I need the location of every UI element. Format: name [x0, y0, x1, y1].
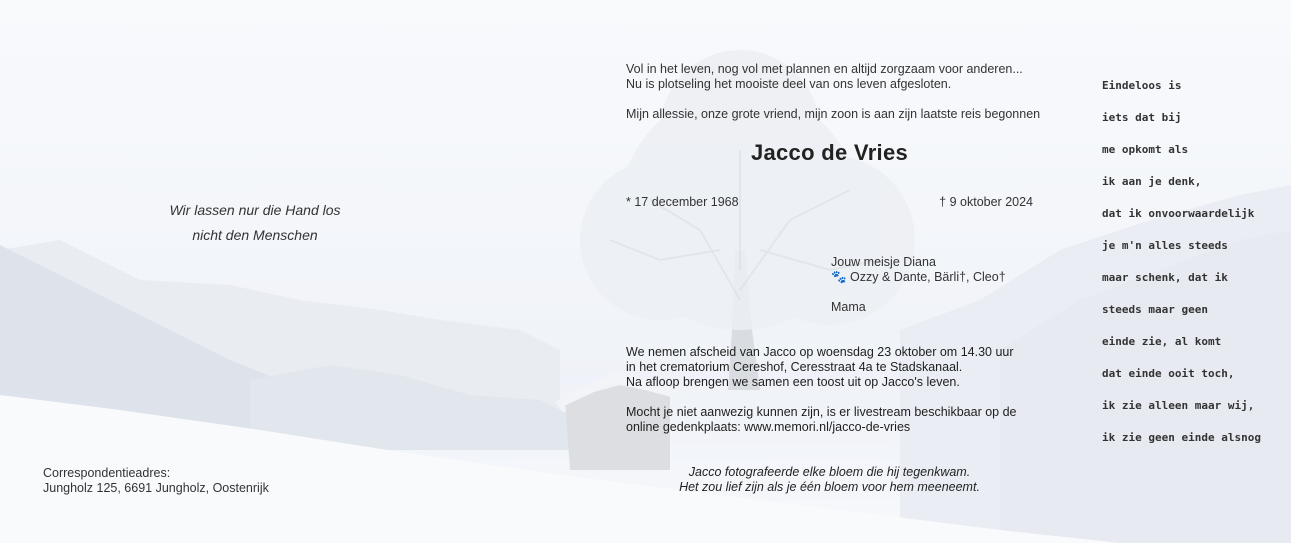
poem-line: ik zie geen einde alsnog — [1102, 431, 1261, 444]
farewell-details — [626, 345, 1014, 390]
poem-line: me opkomt als — [1102, 143, 1189, 156]
poem-line: ik zie alleen maar wij, — [1102, 399, 1255, 412]
quote-line-1: Wir lassen nur die Hand los — [169, 202, 341, 218]
poem-line: je m'n alles steeds — [1102, 239, 1228, 252]
flower-line-2: Het zou lief zijn als je één bloem voor hem meeneemt. — [679, 480, 980, 494]
mother-signatory: Mama — [831, 300, 866, 314]
farewell-line-2: in het crematorium Cereshof, Ceresstraat 4a te Stadskanaal. — [626, 360, 963, 374]
poem-line: einde zie, al komt — [1102, 335, 1222, 348]
family-line-2: 🐾 Ozzy & Dante, Bärli†, Cleo† — [831, 270, 1006, 284]
poem — [1102, 79, 1261, 463]
livestream-line-2: online gedenkplaats: www.memori.nl/jacco-de-vries — [626, 420, 911, 434]
farewell-line-1: We nemen afscheid van Jacco op woensdag 23 oktober om 14.30 uur — [626, 345, 1014, 359]
flower-request — [626, 465, 1033, 495]
family-line-1: Jouw meisje Diana — [831, 255, 936, 269]
poem-line: steeds maar geen — [1102, 303, 1208, 316]
intro-line-1: Vol in het leven, nog vol met plannen en altijd zorgzaam voor anderen... — [626, 62, 1023, 76]
correspondence-address-value: Jungholz 125, 6691 Jungholz, Oostenrijk — [43, 481, 269, 495]
poem-line: maar schenk, dat ik — [1102, 271, 1228, 284]
poem-line: Eindeloos is — [1102, 79, 1182, 92]
death-date: † 9 oktober 2024 — [939, 195, 1033, 209]
poem-line: ik aan je denk, — [1102, 175, 1202, 188]
farewell-line-3: Na afloop brengen we samen een toost uit op Jacco's leven. — [626, 375, 960, 389]
german-quote — [120, 198, 390, 248]
poem-line: dat ik onvoorwaardelijk — [1102, 207, 1255, 220]
intro-text — [626, 62, 1023, 92]
correspondence-address — [43, 466, 269, 496]
poem-line: iets dat bij — [1102, 111, 1182, 124]
livestream-line-1: Mocht je niet aanwezig kunnen zijn, is er livestream beschikbaar op de — [626, 405, 1017, 419]
birth-date: * 17 december 1968 — [626, 195, 739, 209]
deceased-name: Jacco de Vries — [750, 140, 909, 165]
family-signatories — [831, 255, 1006, 285]
poem-line: dat einde ooit toch, — [1102, 367, 1235, 380]
flower-line-1: Jacco fotografeerde elke bloem die hij tegenkwam. — [688, 465, 971, 479]
correspondence-label: Correspondentieadres: — [43, 466, 171, 480]
quote-line-2: nicht den Menschen — [192, 227, 318, 243]
livestream-info — [626, 405, 1017, 435]
announcement-text: Mijn allessie, onze grote vriend, mijn zoon is aan zijn laatste reis begonnen — [626, 107, 1041, 121]
intro-line-2: Nu is plotseling het mooiste deel van ons leven afgesloten. — [626, 77, 952, 91]
